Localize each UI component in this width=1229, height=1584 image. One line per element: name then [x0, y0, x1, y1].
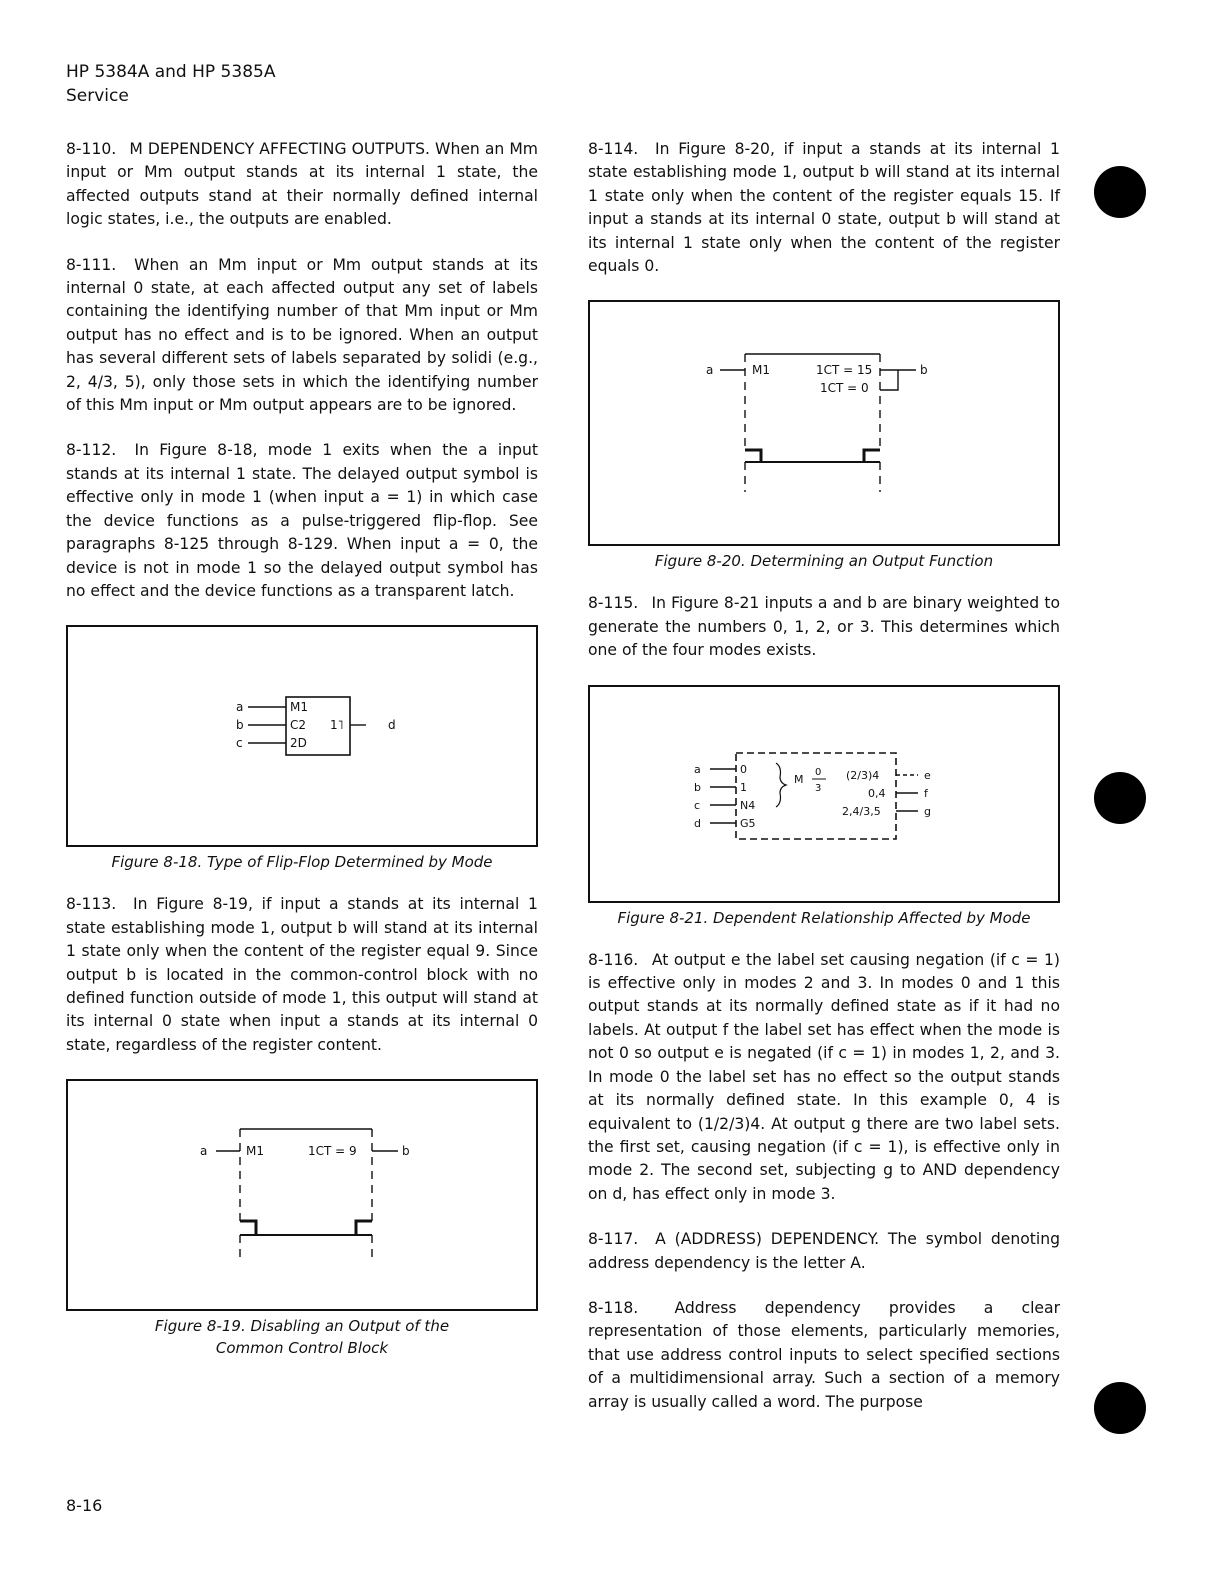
paragraph-number: 8-118. [588, 1298, 639, 1317]
fig21-mode-range-bottom: 3 [815, 782, 822, 794]
fig21-output-e: e [924, 768, 931, 782]
figure-8-20 [588, 300, 1060, 546]
fig21-input-d: d [694, 816, 701, 830]
fig19-output-b: b [402, 1144, 410, 1159]
fig18-delayed-output-symbol: 1˥ [330, 718, 344, 733]
paragraph-number: 8-111. [66, 255, 117, 274]
binder-punch-hole [1094, 772, 1146, 824]
fig18-output-d: d [388, 718, 396, 733]
paragraph-text: In Figure 8-19, if input a stands at its internal 1 state establishing mode 1, output b will stand at its internal 1 state only when the content of the register equal 9. Since output b is located in the common-control block with no defined function outside of mode 1, this output will stand at its internal 0 state when input a stands at its internal 0 state, regardless of the register content. [66, 895, 538, 1054]
paragraph-number: 8-114. [588, 140, 639, 158]
left-column [66, 138, 538, 1379]
figure-8-18 [66, 625, 538, 847]
figure-8-20-caption: Figure 8-20. Determining an Output Function [654, 552, 994, 571]
mode-brace [776, 763, 786, 807]
fig20-output-b: b [920, 363, 928, 378]
paragraph-text: In Figure 8-21 inputs a and b are binary weighted to generate the numbers 0, 1, 2, or 3. This determines which one of the four modes exists. [588, 594, 1060, 660]
common-control-notch [745, 450, 880, 462]
fig21-mode-range-top: 0 [815, 766, 822, 778]
fig20-label-ct15: 1CT = 15 [816, 363, 873, 378]
paragraph-8-114 [588, 138, 1060, 278]
fig20-label-ct0: 1CT = 0 [820, 381, 869, 396]
fig19-input-a: a [200, 1144, 208, 1159]
fig19-label-ct: 1CT = 9 [308, 1144, 357, 1159]
fig21-out-label-f: 0,4 [868, 786, 886, 800]
caption-line: Figure 8-19. Disabling an Output of the [154, 1317, 450, 1336]
fig18-label-c2: C2 [290, 718, 307, 733]
paragraph-number: 8-116. [588, 950, 639, 969]
paragraph-8-118 [588, 1297, 1060, 1414]
caption-line: Common Control Block [215, 1339, 389, 1358]
paragraph-number: 8-110. [66, 140, 117, 158]
paragraph-8-111 [66, 254, 538, 418]
paragraph-text: In Figure 8-18, mode 1 exits when the a input stands at its internal 1 state. The delayed output symbol is effective only in mode 1 (when input a = 1) in which case the device functions as a pulse-triggered flip-flop. See paragraphs 8-125 through 8-129. When input a = 0, the device is not in mode 1 so the delayed output symbol has no effect and the device functions as a transparent latch. [66, 441, 538, 600]
fig21-label-0: 0 [740, 762, 747, 776]
paragraph-8-112 [66, 439, 538, 603]
paragraph-text: In Figure 8-20, if input a stands at its internal 1 state establishing mode 1, output b will stand at its internal 1 state only when the content of the register equals 15. If input a stands at its internal 0 state, output b will stand at its internal 1 state only when the content of the register equals 0. [588, 140, 1060, 276]
header-section: Service [66, 86, 129, 106]
fig21-output-f: f [924, 786, 928, 800]
paragraph-number: 8-112. [66, 441, 117, 460]
figure-8-21-caption: Figure 8-21. Dependent Relationship Affected by Mode [617, 908, 1031, 927]
figure-8-19 [66, 1079, 538, 1311]
right-column [588, 138, 1060, 1436]
fig21-out-label-e: (2/3)4 [846, 768, 880, 782]
fig21-out-label-g: 2,4/3,5 [842, 804, 881, 818]
paragraph-text: The symbol denoting address dependency is the letter A. [588, 1230, 1060, 1272]
figure-8-18-caption: Figure 8-18. Type of Flip-Flop Determined by Mode [111, 853, 493, 872]
page-header [66, 60, 275, 108]
figure-8-20-diagram [590, 302, 1058, 544]
fig20-label-m1: M1 [752, 363, 770, 378]
fig20-input-a: a [706, 363, 714, 378]
fig21-label-n4: N4 [740, 798, 756, 812]
paragraph-8-115 [588, 592, 1060, 662]
fig21-label-g5: G5 [740, 816, 756, 830]
fig19-label-m1: M1 [246, 1144, 264, 1159]
fig18-input-a: a [236, 700, 244, 715]
paragraph-title: A (ADDRESS) DEPENDENCY. [655, 1230, 880, 1249]
fig21-input-b: b [694, 780, 701, 794]
common-control-notch [240, 1221, 372, 1235]
fig18-input-b: b [236, 718, 244, 733]
fig21-mode-m: M [794, 772, 804, 786]
binder-punch-hole [1094, 166, 1146, 218]
figure-8-18-diagram [68, 627, 536, 845]
paragraph-text: When an Mm input or Mm output stands at its internal 1 state, the affected outputs stand at their normally defined internal logic states, i.e., the outputs are enabled. [66, 140, 538, 229]
paragraph-8-110 [66, 138, 538, 232]
figure-8-21 [588, 685, 1060, 903]
paragraph-8-117 [588, 1228, 1060, 1275]
figure-8-19-diagram [68, 1081, 536, 1309]
paragraph-number: 8-117. [588, 1230, 639, 1249]
paragraph-text: When an Mm input or Mm output stands at its internal 0 state, at each affected output any set of labels containing the identifying number of that Mm input or Mm output has no effect and is to be ignored. When an output has several different sets of labels separated by solidi (e.g., 2, 4/3, 5), only those sets in which the identifying number of this Mm input or Mm output appears are to be ignored. [66, 255, 538, 415]
fig21-output-g: g [924, 804, 931, 818]
fig21-input-c: c [694, 798, 701, 812]
figure-8-21-diagram [590, 687, 1058, 901]
output-line-b [880, 370, 916, 390]
fig18-label-2d: 2D [290, 736, 307, 751]
figure-8-19-caption [66, 1315, 538, 1359]
paragraph-number: 8-115. [588, 594, 639, 613]
paragraph-number: 8-113. [66, 895, 117, 914]
header-model: HP 5384A and HP 5385A [66, 62, 276, 82]
paragraph-8-113 [66, 893, 538, 1057]
page-number: 8-16 [66, 1496, 103, 1515]
paragraph-8-116 [588, 949, 1060, 1206]
paragraph-text: At output e the label set causing negation (if c = 1) is effective only in modes 2 and 3. In modes 0 and 1 this output stands at its normally defined state as if it had no labels. At output f the label set has effect when the mode is not 0 so output e is negated (if c = 1) in modes 1, 2, and 3. In mode 0 the label set has no effect so the output stands at its normally defined state. In this example 0, 4 is equivalent to (1/2/3)4. At output g there are two label sets. the first set, causing negation (if c = 1), is effective only in mode 2. The second set, subjecting g to AND dependency on d, has effect only in mode 3. [588, 950, 1060, 1203]
fig21-label-1: 1 [740, 780, 747, 794]
paragraph-title: M DEPENDENCY AFFECTING OUTPUTS. [129, 140, 430, 158]
fig18-input-c: c [236, 736, 243, 751]
fig21-input-a: a [694, 762, 701, 776]
binder-punch-hole [1094, 1382, 1146, 1434]
fig18-label-m1: M1 [290, 700, 308, 715]
paragraph-text: Address dependency provides a clear representation of those elements, particularly memories, that use address control inputs to select specified sections of a multidimensional array. Such a section of a memory array is usually called a word. The purpose [588, 1298, 1060, 1411]
